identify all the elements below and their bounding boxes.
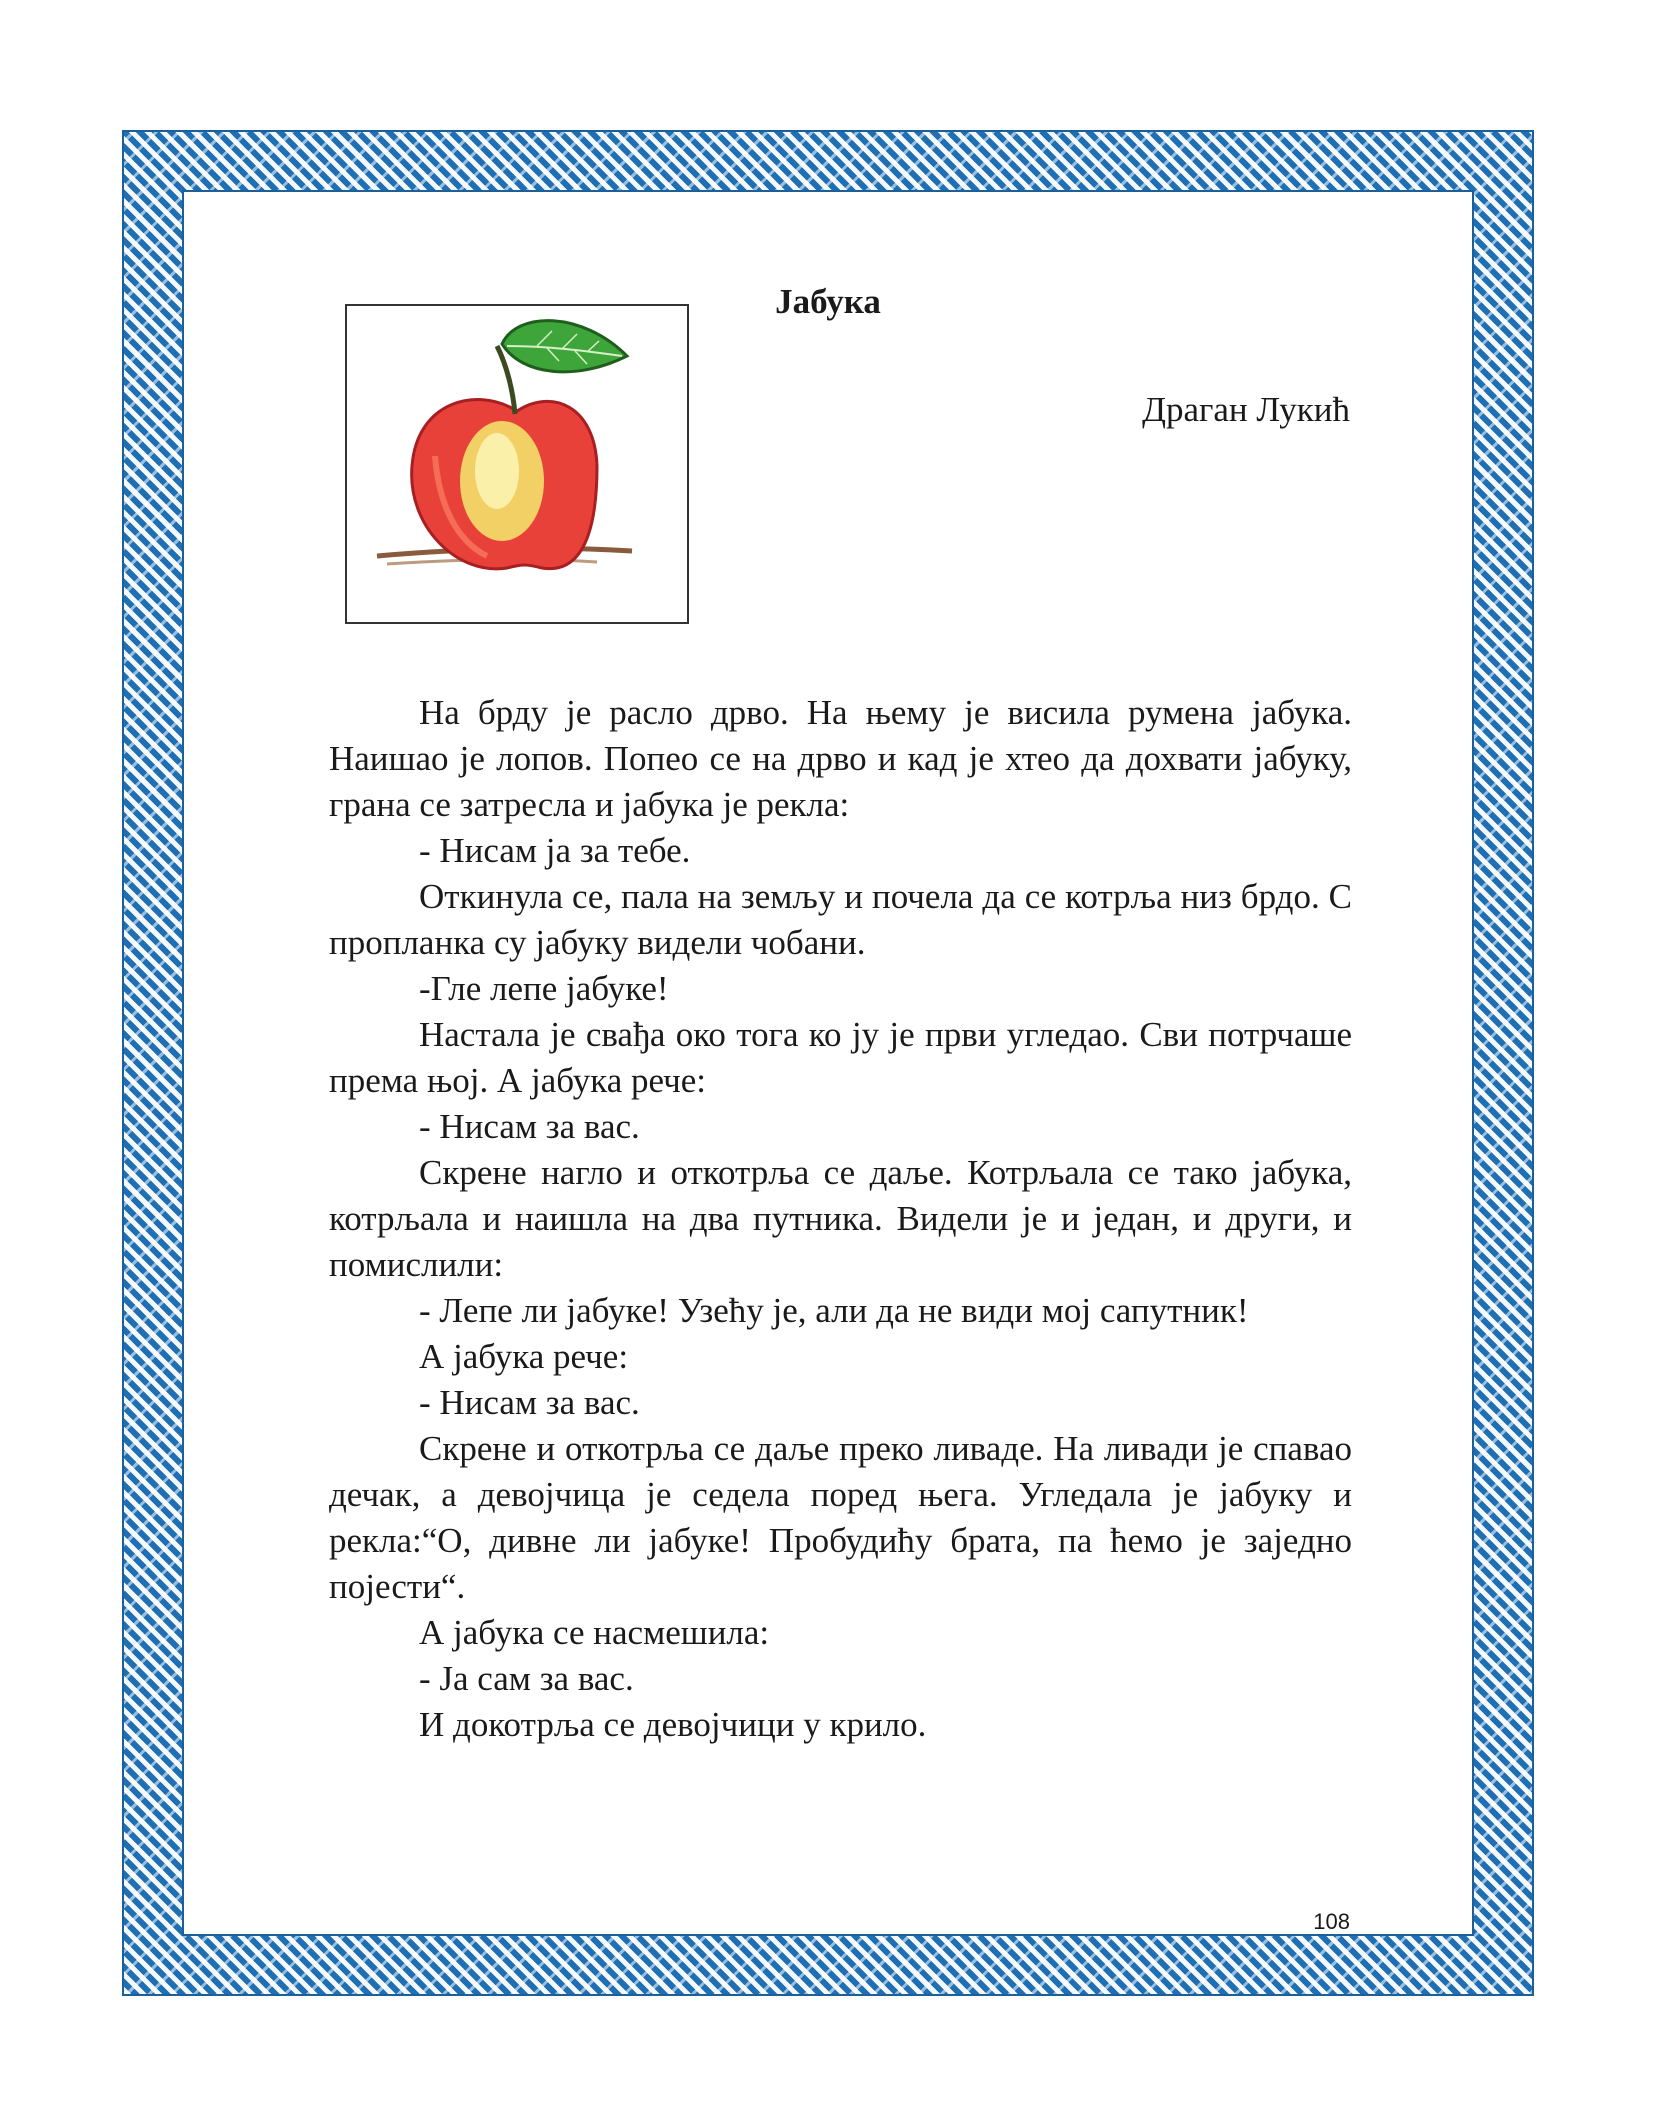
paragraph: Скрене и откотрља се даље преко ливаде. На ливади је спавао дечак, а девојчица је седела поред њега. Угледала је јабуку и рекла:“О, дивне ли јабуке! Пробудићу брата, па ћемо је заједно појести“. xyxy=(329,1429,1352,1606)
apple-icon xyxy=(347,306,687,622)
paragraph: А јабука рече: xyxy=(419,1337,629,1376)
story-title: Јабука xyxy=(775,282,881,321)
paragraph: Скрене нагло и откотрља се даље. Котрљала се тако јабука, котрљала и наишла на два путника. Видели је и један, и други, и помислили: xyxy=(329,1153,1352,1284)
decorative-border xyxy=(122,130,1534,1996)
page-content xyxy=(184,192,1472,1934)
paragraph: - Ја сам за вас. xyxy=(419,1659,634,1698)
author-name: Драган Лукић xyxy=(1142,390,1350,429)
page-number: 108 xyxy=(1313,1909,1350,1934)
paragraph: Откинула се, пала на земљу и почела да се котрља низ брдо. С пропланка су јабуку видели чобани. xyxy=(329,877,1352,962)
paragraph: И докотрља се девојчици у крило. xyxy=(419,1705,927,1744)
paragraph: А јабука се насмешила: xyxy=(419,1613,770,1652)
story-text xyxy=(329,690,1352,1748)
paragraph: - Нисам за вас. xyxy=(419,1107,640,1146)
paragraph: - Лепе ли јабуке! Узећу је, али да не види мој сапутник! xyxy=(419,1291,1249,1330)
paragraph: - Нисам за вас. xyxy=(419,1383,640,1422)
apple-illustration xyxy=(345,304,689,624)
paragraph: Настала је свађа око тога ко ју је први угледао. Сви потрчаше према њој. А јабука рече: xyxy=(329,1015,1352,1100)
paragraph: На брду је расло дрво. На њему је висила румена јабука. Наишао је лопов. Попео се на дрво и кад је хтео да дохвати јабуку, грана се затресла и јабука је рекла: xyxy=(329,693,1352,824)
paragraph: -Гле лепе јабуке! xyxy=(419,969,669,1008)
paragraph: - Нисам ја за тебе. xyxy=(419,831,691,870)
